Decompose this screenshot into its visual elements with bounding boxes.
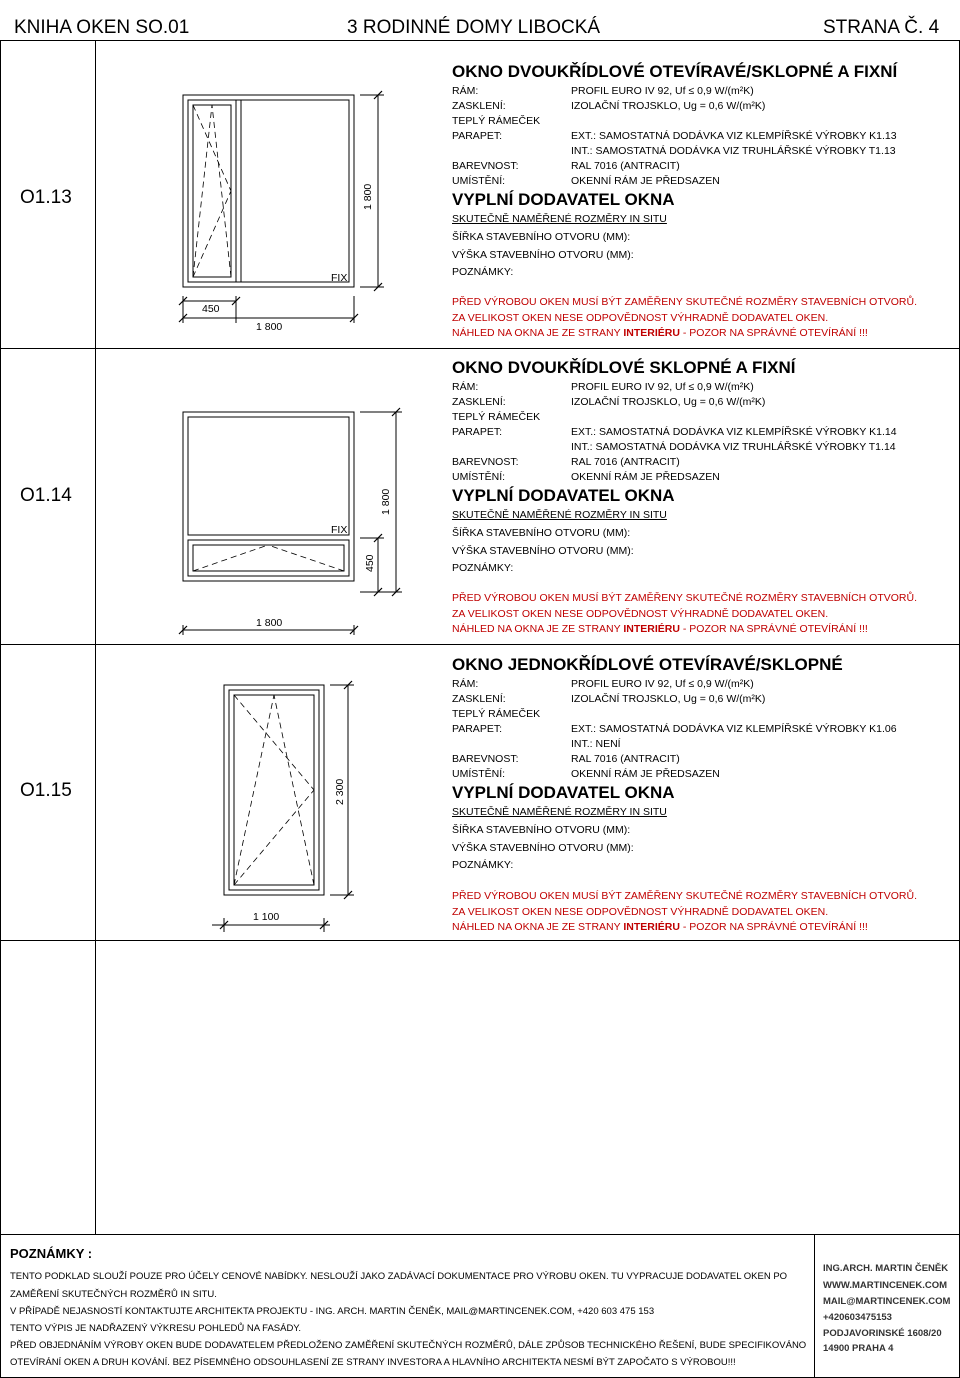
spec-value-sill-int: INT.: SAMOSTATNÁ DODÁVKA VIZ TRUHLÁŘSKÉ VÝROBKY T1.13 — [571, 145, 896, 157]
spec-value-sill-ext: EXT.: SAMOSTATNÁ DODÁVKA VIZ KLEMPÍŘSKÉ VÝROBKY K1.14 — [571, 426, 897, 438]
opening-height-label: VÝŠKA STAVEBNÍHO OTVORU (MM): — [452, 249, 634, 261]
warning-measure: PŘED VÝROBOU OKEN MUSÍ BÝT ZAMĚŘENY SKUTEČNÉ ROZMĚRY STAVEBNÍCH OTVORŮ. — [452, 890, 917, 902]
dimension-width: 1 800 — [256, 617, 283, 629]
header-document-name: KNIHA OKEN SO.01 — [14, 17, 190, 38]
warning-measure: PŘED VÝROBOU OKEN MUSÍ BÝT ZAMĚŘENY SKUTEČNÉ ROZMĚRY STAVEBNÍCH OTVORŮ. — [452, 296, 917, 308]
window-code: O1.14 — [20, 485, 72, 506]
window-code: O1.15 — [20, 780, 72, 801]
dimension-height-sash: 450 — [364, 554, 376, 572]
spec-warm-edge: TEPLÝ RÁMEČEK — [452, 708, 541, 720]
spec-label-placement: UMÍSTĚNÍ: — [452, 768, 506, 780]
warning-measure: PŘED VÝROBOU OKEN MUSÍ BÝT ZAMĚŘENY SKUTEČNÉ ROZMĚRY STAVEBNÍCH OTVORŮ. — [452, 592, 917, 604]
spec-label-placement: UMÍSTĚNÍ: — [452, 471, 506, 483]
spec-value-frame: PROFIL EURO IV 92, Uf ≤ 0,9 W/(m²K) — [571, 85, 754, 97]
spec-value-glazing: IZOLAČNÍ TROJSKLO, Ug = 0,6 W/(m²K) — [571, 100, 766, 112]
supplier-fills-heading: VYPLNÍ DODAVATEL OKNA — [452, 486, 675, 505]
spec-label-color: BAREVNOST: — [452, 753, 519, 765]
spec-label-frame: RÁM: — [452, 85, 479, 97]
spec-label-placement: UMÍSTĚNÍ: — [452, 175, 506, 187]
supplier-fills-heading: VYPLNÍ DODAVATEL OKNA — [452, 783, 675, 802]
footer-note-line: ZAMĚŘENÍ SKUTEČNÝCH ROZMĚRŮ IN SITU. — [10, 1289, 217, 1300]
warning-interior-view: NÁHLED NA OKNA JE ZE STRANY INTERIÉRU - POZOR NA SPRÁVNÉ OTEVÍRÁNÍ !!! — [452, 921, 868, 933]
contact-website[interactable]: WWW.MARTINCENEK.COM — [823, 1280, 948, 1291]
notes-label: POZNÁMKY: — [452, 562, 514, 574]
window-title: OKNO JEDNOKŘÍDLOVÉ OTEVÍRAVÉ/SKLOPNÉ — [452, 655, 843, 674]
spec-label-glazing: ZASKLENÍ: — [452, 100, 506, 112]
warning-responsibility: ZA VELIKOST OKEN NESE ODPOVĚDNOST VÝHRADNĚ DODAVATEL OKEN. — [452, 608, 829, 620]
spec-label-frame: RÁM: — [452, 381, 479, 393]
spec-value-glazing: IZOLAČNÍ TROJSKLO, Ug = 0,6 W/(m²K) — [571, 396, 766, 408]
footer-note-line: V PŘÍPADĚ NEJASNOSTÍ KONTAKTUJTE ARCHITEKTA PROJEKTU - ING. ARCH. MARTIN ČENĚK, MAIL@MARTINCENEK.COM, +420 603 475 153 — [10, 1306, 655, 1317]
spec-value-sill-int: INT.: SAMOSTATNÁ DODÁVKA VIZ TRUHLÁŘSKÉ VÝROBKY T1.14 — [571, 441, 896, 453]
dimension-height: 2 300 — [334, 778, 346, 805]
dimension-height: 1 800 — [380, 488, 392, 515]
spec-label-glazing: ZASKLENÍ: — [452, 396, 506, 408]
spec-label-sill: PARAPET: — [452, 130, 502, 142]
spec-value-color: RAL 7016 (ANTRACIT) — [571, 456, 680, 468]
spec-value-frame: PROFIL EURO IV 92, Uf ≤ 0,9 W/(m²K) — [571, 381, 754, 393]
footer-note-line: TENTO VÝPIS JE NADŘAZENÝ VÝKRESU POHLEDŮ NA FASÁDY. — [10, 1323, 302, 1334]
spec-label-sill: PARAPET: — [452, 723, 502, 735]
spec-label-glazing: ZASKLENÍ: — [452, 693, 506, 705]
spec-value-sill-int: INT.: NENÍ — [571, 738, 621, 750]
dimension-width-sash: 450 — [202, 303, 220, 315]
window-specs — [0, 677, 960, 782]
spec-warm-edge: TEPLÝ RÁMEČEK — [452, 411, 541, 423]
window-specs — [0, 380, 960, 485]
opening-height-label: VÝŠKA STAVEBNÍHO OTVORU (MM): — [452, 842, 634, 854]
fix-label: FIX — [331, 524, 348, 536]
opening-width-label: ŠÍŘKA STAVEBNÍHO OTVORU (MM): — [452, 527, 631, 539]
warning-interior-view: NÁHLED NA OKNA JE ZE STRANY INTERIÉRU - POZOR NA SPRÁVNÉ OTEVÍRÁNÍ !!! — [452, 327, 868, 339]
header-project-name: 3 RODINNÉ DOMY LIBOCKÁ — [347, 17, 601, 38]
spec-value-placement: OKENNÍ RÁM JE PŘEDSAZEN — [571, 768, 720, 780]
header-page-number: STRANA Č. 4 — [823, 17, 940, 38]
measured-dimensions-label: SKUTEČNĚ NAMĚŘENÉ ROZMĚRY IN SITU — [452, 213, 667, 225]
dimension-height: 1 800 — [362, 183, 374, 210]
window-title: OKNO DVOUKŘÍDLOVÉ OTEVÍRAVÉ/SKLOPNÉ A FIXNÍ — [452, 62, 898, 81]
spec-warm-edge: TEPLÝ RÁMEČEK — [452, 115, 541, 127]
spec-value-color: RAL 7016 (ANTRACIT) — [571, 160, 680, 172]
measured-dimensions-label: SKUTEČNĚ NAMĚŘENÉ ROZMĚRY IN SITU — [452, 806, 667, 818]
footer-note-line: PŘED OBJEDNÁNÍM VÝROBY OKEN BUDE DODAVATELEM PŘEDLOŽENO ZAMĚŘENÍ SKUTEČNÝCH ROZMĚRŮ, DÁLE ZPŮSOB TECHNICKÉHO ŘEŠENÍ, BUDE SPECIFIKOVÁNO — [10, 1340, 807, 1351]
window-code: O1.13 — [20, 187, 72, 208]
spec-value-color: RAL 7016 (ANTRACIT) — [571, 753, 680, 765]
contact-street: PODJAVORINSKÉ 1608/20 — [823, 1328, 942, 1339]
contact-name: ING.ARCH. MARTIN ČENĚK — [823, 1263, 949, 1274]
spec-label-color: BAREVNOST: — [452, 160, 519, 172]
spec-value-sill-ext: EXT.: SAMOSTATNÁ DODÁVKA VIZ KLEMPÍŘSKÉ VÝROBKY K1.13 — [571, 130, 897, 142]
footer-note-line: TENTO PODKLAD SLOUŽÍ POUZE PRO ÚČELY CENOVÉ NABÍDKY. NESLOUŽÍ JAKO ZADÁVACÍ DOKUMENTACE PRO VÝROBU OKEN. TU VYPRACUJE DODAVATEL OKEN PO — [10, 1271, 788, 1282]
warning-responsibility: ZA VELIKOST OKEN NESE ODPOVĚDNOST VÝHRADNĚ DODAVATEL OKEN. — [452, 906, 829, 918]
opening-width-label: ŠÍŘKA STAVEBNÍHO OTVORU (MM): — [452, 231, 631, 243]
window-title: OKNO DVOUKŘÍDLOVÉ SKLOPNÉ A FIXNÍ — [452, 358, 796, 377]
footer-notes-title: POZNÁMKY : — [10, 1246, 93, 1261]
notes-label: POZNÁMKY: — [452, 859, 514, 871]
fix-label: FIX — [331, 272, 348, 284]
warning-responsibility: ZA VELIKOST OKEN NESE ODPOVĚDNOST VÝHRADNĚ DODAVATEL OKEN. — [452, 312, 829, 324]
measured-dimensions-label: SKUTEČNĚ NAMĚŘENÉ ROZMĚRY IN SITU — [452, 509, 667, 521]
spec-value-glazing: IZOLAČNÍ TROJSKLO, Ug = 0,6 W/(m²K) — [571, 693, 766, 705]
spec-value-placement: OKENNÍ RÁM JE PŘEDSAZEN — [571, 175, 720, 187]
dimension-width: 1 100 — [253, 911, 280, 923]
opening-width-label: ŠÍŘKA STAVEBNÍHO OTVORU (MM): — [452, 824, 631, 836]
spec-label-sill: PARAPET: — [452, 426, 502, 438]
spec-label-color: BAREVNOST: — [452, 456, 519, 468]
spec-value-frame: PROFIL EURO IV 92, Uf ≤ 0,9 W/(m²K) — [571, 678, 754, 690]
contact-city: 14900 PRAHA 4 — [823, 1343, 894, 1354]
opening-height-label: VÝŠKA STAVEBNÍHO OTVORU (MM): — [452, 545, 634, 557]
contact-email[interactable]: MAIL@MARTINCENEK.COM — [823, 1296, 951, 1307]
spec-label-frame: RÁM: — [452, 678, 479, 690]
supplier-fills-heading: VYPLNÍ DODAVATEL OKNA — [452, 190, 675, 209]
spec-value-placement: OKENNÍ RÁM JE PŘEDSAZEN — [571, 471, 720, 483]
notes-label: POZNÁMKY: — [452, 266, 514, 278]
window-specs — [0, 84, 960, 189]
spec-value-sill-ext: EXT.: SAMOSTATNÁ DODÁVKA VIZ KLEMPÍŘSKÉ VÝROBKY K1.06 — [571, 723, 897, 735]
dimension-width: 1 800 — [256, 321, 283, 333]
warning-interior-view: NÁHLED NA OKNA JE ZE STRANY INTERIÉRU - POZOR NA SPRÁVNÉ OTEVÍRÁNÍ !!! — [452, 623, 868, 635]
footer-note-line: OTEVÍRÁNÍ OKEN A DRUH KOVÁNÍ. BEZ PÍSEMNÉHO ODSOUHLASENÍ ZE STRANY INVESTORA A HLAVNÍHO ARCHITEKTA NESMÍ BÝT ZAPOČATO S VÝROBOU!!! — [10, 1357, 736, 1368]
contact-phone: +420603475153 — [823, 1312, 892, 1323]
